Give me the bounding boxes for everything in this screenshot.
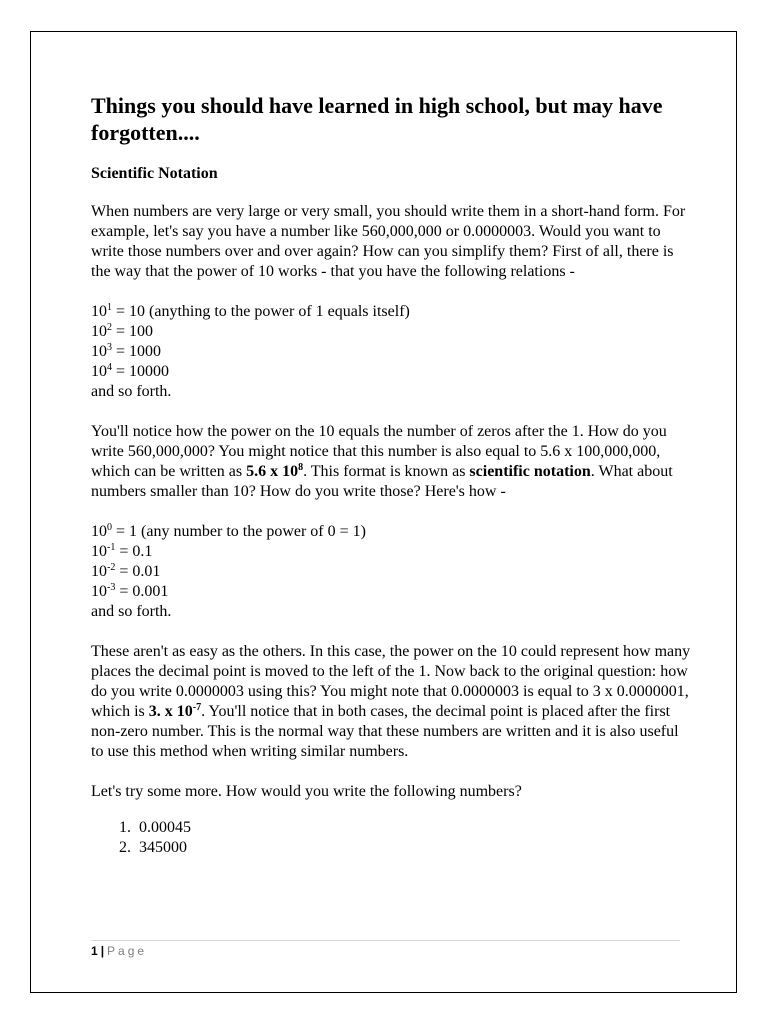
document-body <box>91 92 691 858</box>
power-line: $10^2 = 100$ <box>91 322 154 340</box>
power-line: $10^{-2} = 0.01$ <box>91 562 161 580</box>
document-title: Things you should have learned in high school, but may have forgotten.... <box>91 93 663 145</box>
page-footer <box>91 944 147 958</box>
footer-rule <box>91 940 680 941</box>
positive-powers-list <box>91 302 691 402</box>
list-item: 1. 0.00045 <box>135 818 691 838</box>
negative-powers-list <box>91 522 691 622</box>
footer-separator: | <box>100 944 105 958</box>
example-bold-notation: 5.6 x $10^8$ <box>246 462 304 480</box>
power-line: $10^4 = 10000$ <box>91 362 170 380</box>
page-number: 1 <box>91 944 98 958</box>
scientific-notation-paragraph: You'll notice how the power on the 10 equals the number of zeros after the 1. How do you write 560,000,000? You might notice that this number is also equal to 5.6 x 100,000,000, which can be written as 5.6 x $10^8$. This format is known as scientific notation. What about numbers smaller than 10? How do you write those? Here's how - <box>91 423 673 500</box>
power-line: $10^3 = 1000$ <box>91 342 162 360</box>
term-scientific-notation: scientific notation <box>469 463 591 480</box>
and-so-forth-text: and so forth. <box>91 383 172 400</box>
list-item: 2. 345000 <box>135 838 691 858</box>
power-line: $10^{-3} = 0.001$ <box>91 582 169 600</box>
example-bold-notation-small: 3. x $10^{-7}$ <box>148 702 202 720</box>
page-label: Page <box>107 944 148 958</box>
small-numbers-paragraph: These aren't as easy as the others. In this case, the power on the 10 could represent how many places the decimal point is moved to the left of the 1. Now back to the original question: how do you write 0.0000003 using this? You might note that 0.0000003 is equal to 3 x 0.0000001, which is 3. x $10^{-7}$. You'll notice that in both cases, the decimal point is placed after the first non-zero number. This is the normal way that these numbers are written and it is also useful to use this method when writing similar numbers. <box>91 643 691 760</box>
and-so-forth-text: and so forth. <box>91 603 172 620</box>
exercise-intro: Let's try some more. How would you write the following numbers? <box>91 783 522 800</box>
section-heading: Scientific Notation <box>91 165 218 182</box>
exercise-list <box>91 818 691 858</box>
power-line: $10^{-1} = 0.1$ <box>91 542 153 560</box>
power-line: $10^0 = 1$ (any number to the power of 0 = 1) <box>91 522 366 540</box>
intro-paragraph: When numbers are very large or very small, you should write them in a short-hand form. For example, let's say you have a number like 560,000,000 or 0.0000003. Would you want to write those numbers over and over again? How can you simplify them? First of all, there is the way that the power of 10 works - that you have the following relations - <box>91 203 686 280</box>
power-line: $10^1 = 10$ (anything to the power of 1 equals itself) <box>91 302 410 320</box>
